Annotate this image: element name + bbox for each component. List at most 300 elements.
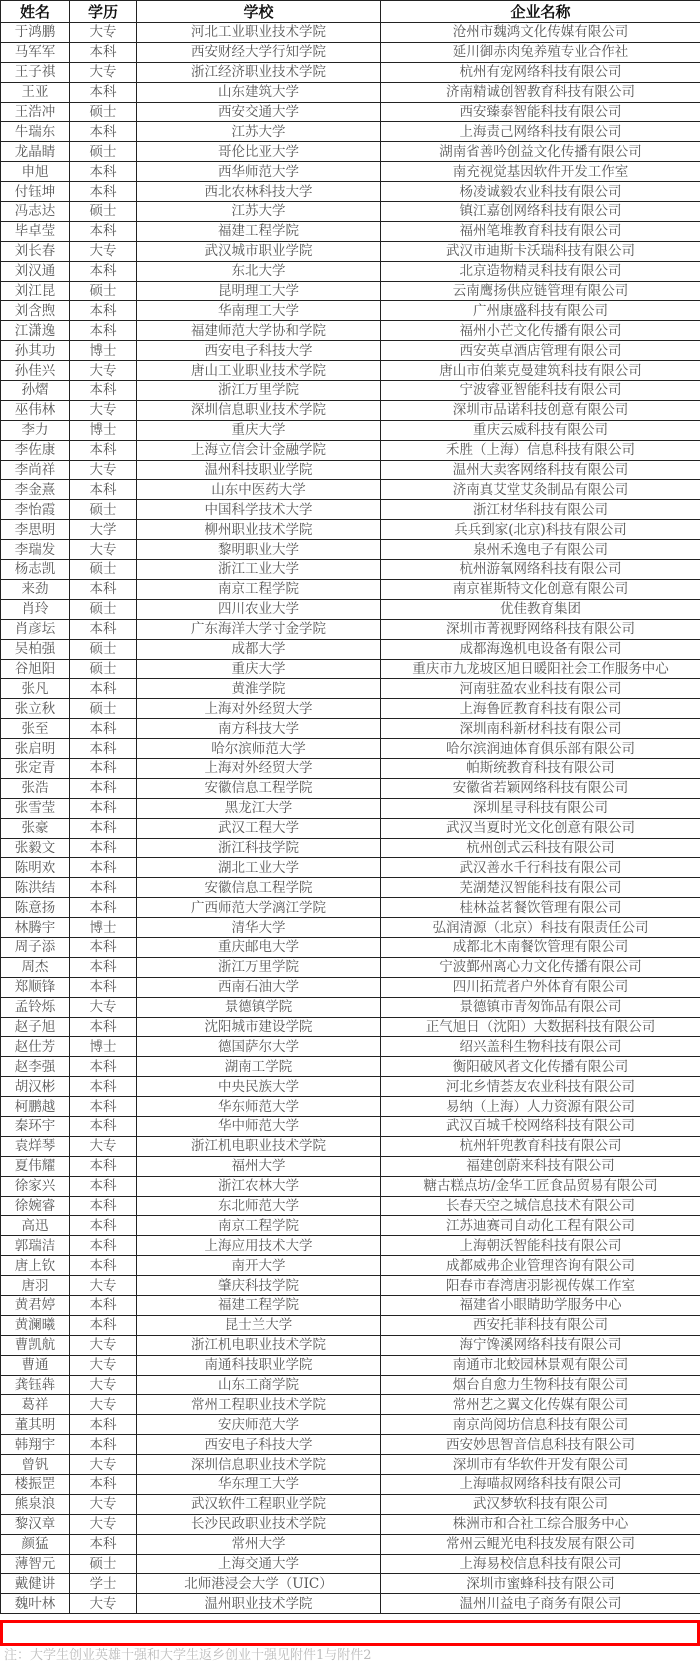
table-row [1,1415,700,1435]
cell-school: 浙江机电职业技术学院 [137,1136,381,1156]
cell-degree: 本科 [70,1057,137,1077]
cell-name: 于鸿鹏 [1,23,70,43]
table-row [1,440,700,460]
cell-company: 南京尚阅坊信息科技有限公司 [381,1415,700,1435]
table-row [1,719,700,739]
cell-school: 河北工业职业技术学院 [137,23,381,43]
cell-company: 浙江材华科技有限公司 [381,500,700,520]
cell-name: 郭瑞洁 [1,1236,70,1256]
table-row [1,142,700,162]
cell-degree: 大专 [70,1395,137,1415]
cell-name: 夏伟耀 [1,1156,70,1176]
table-row [1,480,700,500]
cell-school: 福建师范大学协和学院 [137,321,381,341]
cell-degree: 本科 [70,937,137,957]
cell-name: 颜猛 [1,1534,70,1554]
cell-company: 易纳（上海）人力资源有限公司 [381,1097,700,1117]
cell-company: 宁波睿亚智能科技有限公司 [381,381,700,401]
table-row [1,619,700,639]
cell-degree: 本科 [70,1116,137,1136]
table-row [1,1534,700,1554]
cell-degree: 本科 [70,898,137,918]
cell-school: 福建工程学院 [137,1296,381,1316]
cell-company: 重庆云威科技有限公司 [381,420,700,440]
cell-school: 中国科学技术大学 [137,500,381,520]
cell-school: 中央民族大学 [137,1077,381,1097]
cell-school: 江苏大学 [137,122,381,142]
cell-degree: 本科 [70,1256,137,1276]
table-row [1,898,700,918]
cell-name: 李力 [1,420,70,440]
cell-school: 浙江万里学院 [137,957,381,977]
cell-school: 上海对外经贸大学 [137,758,381,778]
cell-name: 刘含煦 [1,301,70,321]
table-row [1,1097,700,1117]
cell-name: 李佐康 [1,440,70,460]
cell-company: 深圳市蜜蜂科技有限公司 [381,1574,700,1594]
cell-degree: 大专 [70,1594,137,1614]
cell-company: 河北乡情荟友农业科技有限公司 [381,1077,700,1097]
cell-school: 沈阳城市建设学院 [137,1017,381,1037]
cell-school: 浙江万里学院 [137,381,381,401]
cell-degree: 硕士 [70,142,137,162]
table-row [1,1375,700,1395]
table-row [1,997,700,1017]
cell-degree: 本科 [70,321,137,341]
cell-company: 福建创蔚来科技有限公司 [381,1156,700,1176]
header-school: 学校 [137,1,381,23]
table-row [1,1554,700,1574]
cell-school: 南方科技大学 [137,719,381,739]
cell-company: 武汉百城千校网络科技有限公司 [381,1116,700,1136]
table-row [1,1236,700,1256]
table-row [1,918,700,938]
cell-school: 上海对外经贸大学 [137,699,381,719]
cell-degree: 本科 [70,739,137,759]
cell-school: 安徽信息工程学院 [137,778,381,798]
cell-name: 王浩冲 [1,102,70,122]
cell-degree: 学士 [70,1574,137,1594]
cell-name: 赵子旭 [1,1017,70,1037]
cell-school: 南通科技职业学院 [137,1355,381,1375]
cell-school: 重庆邮电大学 [137,937,381,957]
cell-degree: 大专 [70,361,137,381]
cell-name: 曹通 [1,1355,70,1375]
cell-company: 西安英卓酒店管理有限公司 [381,341,700,361]
table-header-row [1,1,700,23]
cell-school: 昆士兰大学 [137,1315,381,1335]
cell-company: 武汉善水千行科技有限公司 [381,858,700,878]
table-row [1,1136,700,1156]
cell-degree: 大专 [70,1335,137,1355]
table-row [1,1315,700,1335]
cell-school: 温州职业技术学院 [137,1594,381,1614]
cell-degree: 本科 [70,679,137,699]
cell-company: 长春天空之城信息技术有限公司 [381,1196,700,1216]
cell-degree: 大学 [70,520,137,540]
cell-school: 西安电子科技大学 [137,1435,381,1455]
cell-school: 西安电子科技大学 [137,341,381,361]
cell-name: 张启明 [1,739,70,759]
cell-degree: 本科 [70,1315,137,1335]
cell-degree: 硕士 [70,281,137,301]
table-row [1,937,700,957]
table-row [1,977,700,997]
cell-degree: 本科 [70,1534,137,1554]
cell-company: 常州云鲲光电科技发展有限公司 [381,1534,700,1554]
cell-company: 上海朝沃智能科技有限公司 [381,1236,700,1256]
table-row [1,758,700,778]
cell-degree: 大专 [70,241,137,261]
cell-degree: 本科 [70,301,137,321]
cell-degree: 大专 [70,1455,137,1475]
cell-company: 桂林益茗餐饮管理有限公司 [381,898,700,918]
cell-company: 延川御赤肉兔养殖专业合作社 [381,42,700,62]
cell-degree: 硕士 [70,1554,137,1574]
cell-degree: 博士 [70,918,137,938]
cell-degree: 本科 [70,1097,137,1117]
cell-school: 长沙民政职业技术学院 [137,1514,381,1534]
cell-name: 高迅 [1,1216,70,1236]
table-row [1,1395,700,1415]
cell-school: 西安交通大学 [137,102,381,122]
cell-degree: 大专 [70,1514,137,1534]
cell-school: 湖北工业大学 [137,858,381,878]
cell-name: 陈意扬 [1,898,70,918]
cell-company: 成都威弗企业管理咨询有限公司 [381,1256,700,1276]
cell-school: 浙江经济职业技术学院 [137,62,381,82]
table-row [1,341,700,361]
table-row [1,1355,700,1375]
table-row [1,1594,700,1614]
cell-degree: 硕士 [70,699,137,719]
cell-name: 刘长春 [1,241,70,261]
table-row [1,281,700,301]
table-row [1,579,700,599]
table-row [1,420,700,440]
cell-degree: 本科 [70,122,137,142]
table-row [1,778,700,798]
table-row [1,162,700,182]
table-row [1,1156,700,1176]
cell-company: 深圳市品诺科技创意有限公司 [381,400,700,420]
cell-school: 上海立信会计金融学院 [137,440,381,460]
cell-company: 南京崔斯特文化创意有限公司 [381,579,700,599]
cell-name: 孟铃烁 [1,997,70,1017]
cell-name: 毕卓莹 [1,221,70,241]
cell-name: 张毅文 [1,838,70,858]
table-row [1,878,700,898]
cell-school: 柳州职业技术学院 [137,520,381,540]
cell-company: 重庆市九龙坡区旭日暖阳社会工作服务中心 [381,659,700,679]
table-row [1,1037,700,1057]
table-row [1,1077,700,1097]
cell-name: 秦环宇 [1,1116,70,1136]
cell-name: 柯鹏越 [1,1097,70,1117]
cell-school: 武汉城市职业学院 [137,241,381,261]
cell-name: 吴柏强 [1,639,70,659]
cell-school: 温州科技职业学院 [137,460,381,480]
cell-company: 绍兴盖科生物科技有限公司 [381,1037,700,1057]
cell-degree: 本科 [70,162,137,182]
cell-name: 唐羽 [1,1276,70,1296]
cell-school: 武汉工程大学 [137,818,381,838]
cell-name: 王亚 [1,82,70,102]
table-row [1,1574,700,1594]
cell-name: 刘汉通 [1,261,70,281]
cell-school: 广东海洋大学寸金学院 [137,619,381,639]
cell-degree: 本科 [70,1296,137,1316]
cell-school: 浙江科技学院 [137,838,381,858]
cell-company: 济南真艾堂艾灸制品有限公司 [381,480,700,500]
cell-company: 北京造物精灵科技有限公司 [381,261,700,281]
table-body [1,23,700,1614]
cell-company: 杭州创式云科技有限公司 [381,838,700,858]
cell-degree: 硕士 [70,560,137,580]
table-row [1,679,700,699]
cell-name: 戴健讲 [1,1574,70,1594]
cell-name: 张至 [1,719,70,739]
cell-company: 温州大卖客网络科技有限公司 [381,460,700,480]
table-row [1,540,700,560]
cell-name: 黎汉章 [1,1514,70,1534]
cell-name: 赵仕芳 [1,1037,70,1057]
cell-company: 正气旭日（沈阳）大数据科技有限公司 [381,1017,700,1037]
cell-name: 孙佳兴 [1,361,70,381]
cell-name: 唐上钦 [1,1256,70,1276]
cell-company: 西安臻泰智能科技有限公司 [381,102,700,122]
cell-company: 泉州禾逸电子有限公司 [381,540,700,560]
cell-degree: 本科 [70,1236,137,1256]
table-row [1,1216,700,1236]
cell-name: 巫伟林 [1,400,70,420]
table-row [1,798,700,818]
cell-degree: 大专 [70,460,137,480]
cell-company: 武汉市迪斯卡沃瑞科技有限公司 [381,241,700,261]
cell-degree: 硕士 [70,599,137,619]
cell-school: 肇庆科技学院 [137,1276,381,1296]
cell-degree: 本科 [70,261,137,281]
cell-degree: 大专 [70,62,137,82]
table-row [1,1017,700,1037]
header-degree: 学历 [70,1,137,23]
cell-name: 冯志达 [1,202,70,222]
cell-school: 哈尔滨师范大学 [137,739,381,759]
table-row [1,1475,700,1495]
table-row [1,42,700,62]
cell-degree: 本科 [70,1077,137,1097]
table-row [1,1196,700,1216]
cell-school: 深圳信息职业技术学院 [137,400,381,420]
cell-degree: 博士 [70,420,137,440]
cell-name: 陈明欢 [1,858,70,878]
cell-name: 刘江昆 [1,281,70,301]
cell-school: 清华大学 [137,918,381,938]
cell-name: 李怡霞 [1,500,70,520]
cell-school: 景德镇学院 [137,997,381,1017]
cell-name: 李金熹 [1,480,70,500]
header-company: 企业名称 [381,1,700,23]
cell-name: 杨志凯 [1,560,70,580]
cell-name: 曾钒 [1,1455,70,1475]
cell-school: 广西师范大学漓江学院 [137,898,381,918]
cell-name: 李思明 [1,520,70,540]
cell-company: 西安妙思智音信息科技有限公司 [381,1435,700,1455]
cell-degree: 本科 [70,957,137,977]
cell-name: 周子添 [1,937,70,957]
cell-degree: 本科 [70,719,137,739]
table-row [1,23,700,43]
cell-name: 肖玲 [1,599,70,619]
cell-company: 杭州有宠网络科技有限公司 [381,62,700,82]
cell-company: 河南驻盈农业科技有限公司 [381,679,700,699]
table-row [1,301,700,321]
cell-name: 龙晶睛 [1,142,70,162]
cell-school: 安徽信息工程学院 [137,878,381,898]
cell-school: 上海应用技术大学 [137,1236,381,1256]
table-row [1,858,700,878]
cell-school: 深圳信息职业技术学院 [137,1455,381,1475]
cell-degree: 博士 [70,341,137,361]
cell-degree: 大专 [70,1136,137,1156]
cell-degree: 本科 [70,381,137,401]
table-row [1,520,700,540]
cell-degree: 大专 [70,1494,137,1514]
cell-company: 烟台自愈力生物科技有限公司 [381,1375,700,1395]
cell-school: 西华师范大学 [137,162,381,182]
cell-name: 曹凯航 [1,1335,70,1355]
cell-company: 景德镇市青匆饰品有限公司 [381,997,700,1017]
cell-company: 深圳市菁视野网络科技有限公司 [381,619,700,639]
table-row [1,957,700,977]
cell-school: 武汉软件工程职业学院 [137,1494,381,1514]
cell-degree: 大专 [70,540,137,560]
table-row [1,361,700,381]
cell-school: 南开大学 [137,1256,381,1276]
cell-degree: 大专 [70,1375,137,1395]
cell-name: 孙熠 [1,381,70,401]
cell-name: 张豪 [1,818,70,838]
cell-name: 徐家兴 [1,1176,70,1196]
cell-company: 南充视觉基因软件开发工作室 [381,162,700,182]
table-row [1,560,700,580]
cell-degree: 大专 [70,1355,137,1375]
table-row [1,1335,700,1355]
cell-name: 李瑞发 [1,540,70,560]
cell-name: 李尚祥 [1,460,70,480]
cell-company: 禾胜（上海）信息科技有限公司 [381,440,700,460]
cell-company: 沧州市魏鸿文化传媒有限公司 [381,23,700,43]
cell-school: 重庆大学 [137,659,381,679]
cell-company: 福建省小眼睛助学服务中心 [381,1296,700,1316]
cell-school: 江苏大学 [137,202,381,222]
table-row [1,381,700,401]
table-row [1,460,700,480]
cell-degree: 本科 [70,619,137,639]
cell-name: 薄智元 [1,1554,70,1574]
cell-company: 云南鹰扬供应链管理有限公司 [381,281,700,301]
cell-degree: 本科 [70,480,137,500]
cell-school: 黑龙江大学 [137,798,381,818]
table-row [1,500,700,520]
cell-company: 广州康盛科技有限公司 [381,301,700,321]
cell-company: 深圳星寻科技有限公司 [381,798,700,818]
cell-name: 谷旭阳 [1,659,70,679]
cell-school: 山东工商学院 [137,1375,381,1395]
cell-school: 山东建筑大学 [137,82,381,102]
cell-degree: 本科 [70,1017,137,1037]
cell-name: 楼振罡 [1,1475,70,1495]
cell-company: 福州小芒文化传播有限公司 [381,321,700,341]
cell-school: 华中师范大学 [137,1116,381,1136]
cell-school: 西南石油大学 [137,977,381,997]
cell-name: 葛祥 [1,1395,70,1415]
table-row [1,1176,700,1196]
table-row [1,838,700,858]
table-row [1,818,700,838]
table-row [1,261,700,281]
cell-company: 芜湖楚汉智能科技有限公司 [381,878,700,898]
cell-degree: 大专 [70,1276,137,1296]
cell-school: 西安财经大学行知学院 [137,42,381,62]
cell-school: 东北师范大学 [137,1196,381,1216]
cell-company: 武汉梦软科技有限公司 [381,1494,700,1514]
cell-school: 东北大学 [137,261,381,281]
cell-name: 来劲 [1,579,70,599]
table-row [1,102,700,122]
cell-degree: 硕士 [70,659,137,679]
table-row [1,202,700,222]
table-row [1,1116,700,1136]
cell-company: 杨凌诚毅农业科技有限公司 [381,182,700,202]
cell-degree: 本科 [70,798,137,818]
cell-name: 张凡 [1,679,70,699]
cell-school: 常州工程职业技术学院 [137,1395,381,1415]
cell-company: 哈尔滨润迪体育俱乐部有限公司 [381,739,700,759]
cell-company: 福州笔堆教育科技有限公司 [381,221,700,241]
cell-degree: 大专 [70,400,137,420]
cell-name: 江潇逸 [1,321,70,341]
cell-school: 常州大学 [137,1534,381,1554]
cell-degree: 本科 [70,42,137,62]
cell-name: 黄君婷 [1,1296,70,1316]
cell-name: 胡汉彬 [1,1077,70,1097]
cell-company: 上海鲁匠教育科技有限公司 [381,699,700,719]
cell-degree: 博士 [70,1037,137,1057]
cell-company: 江苏迪赛司自动化工程有限公司 [381,1216,700,1236]
cell-company: 成都北木南餐饮管理有限公司 [381,937,700,957]
cell-degree: 本科 [70,579,137,599]
cell-name: 周杰 [1,957,70,977]
table-row [1,321,700,341]
header-name: 姓名 [1,1,70,23]
cell-school: 唐山工业职业技术学院 [137,361,381,381]
cell-name: 张浩 [1,778,70,798]
cell-school: 南京工程学院 [137,1216,381,1236]
cell-name: 黄澜曦 [1,1315,70,1335]
cell-name: 付钰坤 [1,182,70,202]
cell-school: 华东师范大学 [137,1097,381,1117]
cell-degree: 本科 [70,182,137,202]
cell-degree: 硕士 [70,202,137,222]
cell-name: 龚钰犇 [1,1375,70,1395]
cell-company: 株洲市和合社工综合服务中心 [381,1514,700,1534]
cell-company: 海宁馋溪网络科技有限公司 [381,1335,700,1355]
cell-company: 上海责己网络科技有限公司 [381,122,700,142]
cell-name: 袁烊琴 [1,1136,70,1156]
cell-name: 王子祺 [1,62,70,82]
cell-degree: 本科 [70,1216,137,1236]
